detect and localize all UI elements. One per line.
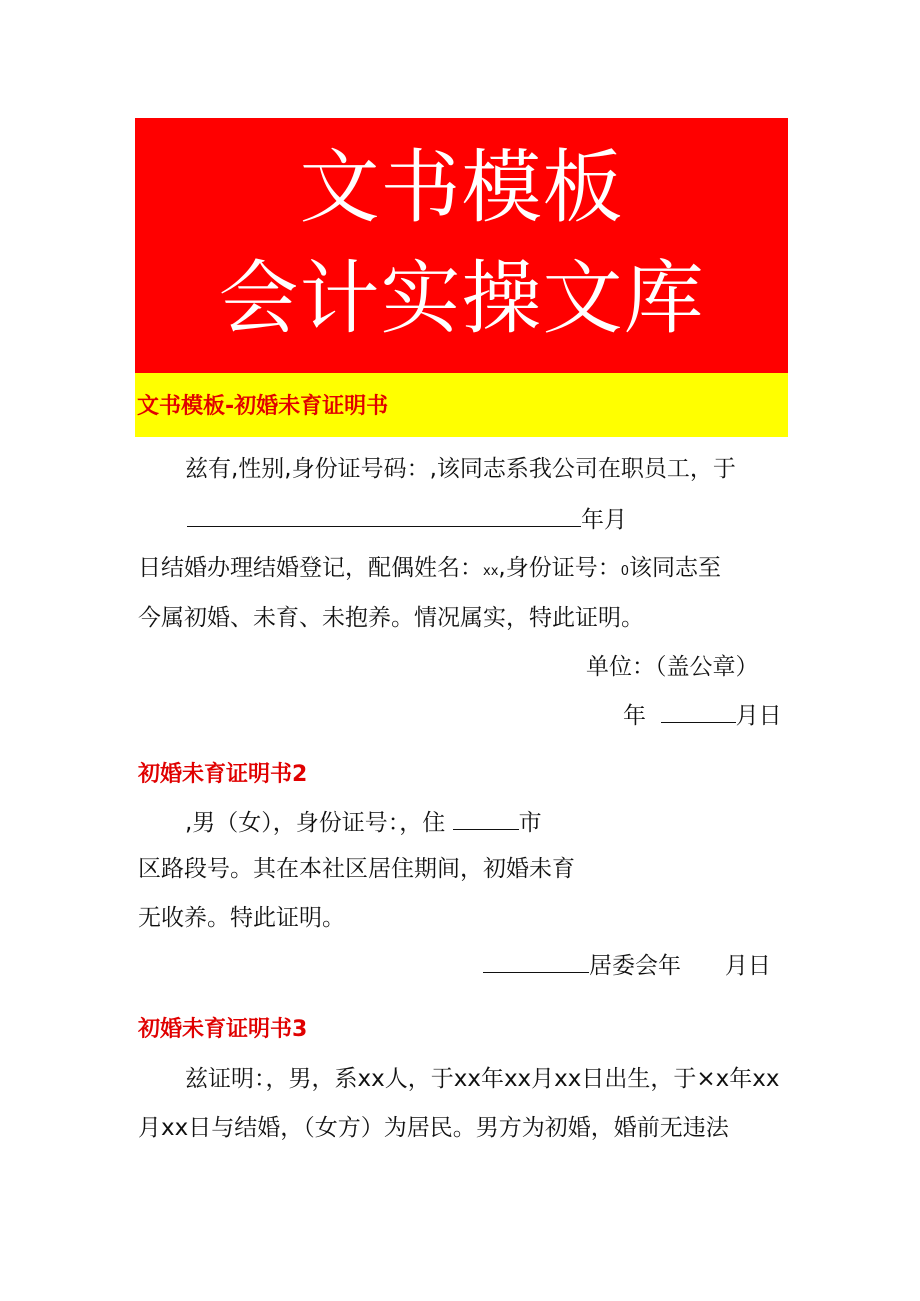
s1-line3-part-a: 日结婚办理结婚登记，配偶姓名： [138, 555, 483, 581]
s2-line1-part-a: ,男（女），身份证号：，住 [185, 810, 446, 836]
s2-line1-part-b: 市 [518, 810, 542, 836]
banner-title-line2: 会计实操文库 [218, 252, 705, 345]
s1-paragraph-line1: 兹有,性别,身份证号码：,该同志系我公司在职员工，于 [185, 456, 736, 482]
s1-line3-xx: xx [483, 564, 499, 579]
document-subtitle: 文书模板-初婚未育证明书 [137, 394, 389, 419]
s2-heading: 初婚未育证明书2 [138, 762, 308, 787]
s2-paragraph-line1 [185, 807, 542, 838]
s3-paragraph-line1: 兹证明：，男，系xx人，于xx年xx月xx日出生，于×x年xx [185, 1066, 780, 1092]
s2-signature-line [483, 950, 771, 981]
s1-date-month-day: 月日 [735, 703, 782, 729]
s1-date-blank [187, 504, 581, 527]
s1-paragraph-line4: 今属初婚、未育、未抱养。情况属实，特此证明。 [138, 605, 644, 631]
s1-date-line [623, 700, 782, 731]
title-banner [135, 118, 788, 373]
s1-line3-zero: 0 [620, 564, 629, 579]
s1-unit-seal: 单位：（盖公章） [586, 654, 759, 680]
s2-city-blank [453, 807, 519, 830]
s1-year-month-label: 年月 [581, 507, 627, 533]
s2-month-day: 月日 [724, 953, 771, 979]
s3-heading: 初婚未育证明书3 [138, 1017, 308, 1042]
s2-paragraph-line3: 无收养。特此证明。 [138, 905, 345, 931]
s1-date-year: 年 [623, 703, 646, 729]
s3-paragraph-line2: 月xx日与结婚，（女方）为居民。男方为初婚，婚前无违法 [138, 1115, 729, 1141]
s2-committee-blank [483, 950, 589, 973]
s1-line3-part-b: ,身份证号： [498, 555, 621, 581]
banner-title-line1: 文书模板 [299, 141, 624, 234]
s1-date-blank2 [661, 700, 736, 723]
s2-committee-year: 居委会年 [589, 953, 681, 979]
subtitle-bar [135, 373, 788, 437]
s1-paragraph-line2 [187, 504, 627, 535]
s1-paragraph-line3 [138, 553, 721, 587]
s2-paragraph-line2: 区路段号。其在本社区居住期间，初婚未育 [138, 856, 575, 882]
s1-line3-part-c: 该同志至 [628, 555, 721, 581]
